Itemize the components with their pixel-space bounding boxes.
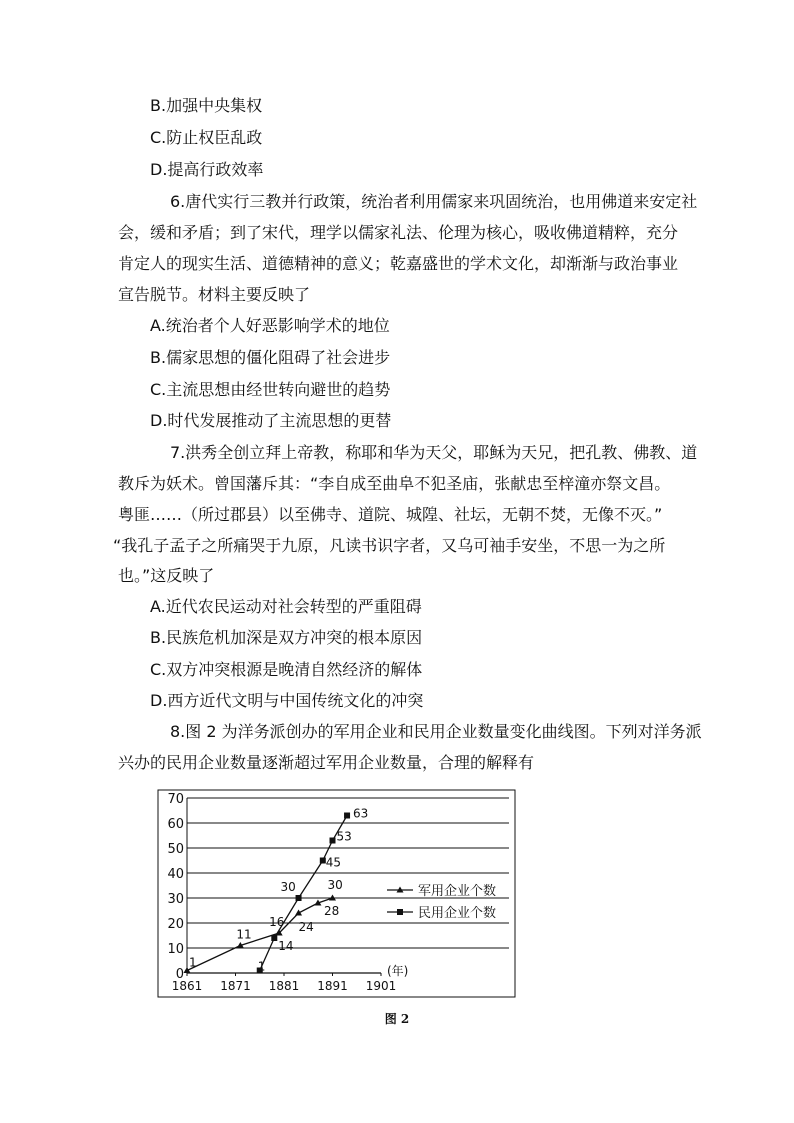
series-0-data-label-0: 1	[189, 955, 197, 970]
y-tick-label-60: 60	[167, 817, 184, 832]
legend-marker-1	[397, 909, 403, 915]
q7-line-3: 粤匪……（所过郡县）以至佛寺、道院、城隍、社坛，无朝不焚，无像不灭。”	[118, 505, 663, 524]
option-b-prev: B.加强中央集权	[150, 96, 263, 115]
chart-svg	[156, 788, 518, 1000]
q7-line-4: “我孔子孟子之所痛哭于九原，凡读书识字者，又乌可袖手安坐，不思一为之所	[113, 536, 666, 555]
option-d-prev: D.提高行政效率	[150, 160, 264, 179]
x-axis-unit-label: (年)	[387, 964, 409, 978]
q6-line-1: 6.唐代实行三教并行政策，统治者利用儒家来巩固统治，也用佛道来安定社	[170, 192, 698, 211]
option-c-prev: C.防止权臣乱政	[150, 128, 263, 147]
q8-line-2: 兴办的民用企业数量逐渐超过军用企业数量，合理的解释有	[118, 753, 535, 772]
q6-option-a: A.统治者个人好恶影响学术的地位	[150, 316, 390, 335]
x-tick-label-1901: 1901	[365, 979, 397, 993]
series-1-data-label-3: 45	[325, 855, 342, 870]
enterprise-count-chart	[156, 788, 518, 1000]
series-0-data-label-5: 30	[327, 878, 343, 892]
q6-option-c: C.主流思想由经世转向避世的趋势	[150, 380, 391, 399]
q6-option-b: B.儒家思想的僵化阻碍了社会进步	[150, 348, 391, 367]
series-1-point-5	[344, 813, 350, 819]
q7-line-1: 7.洪秀全创立拜上帝教，称耶和华为天父，耶稣为天兄，把孔教、佛教、道	[170, 443, 698, 462]
y-tick-label-50: 50	[167, 842, 184, 857]
figure-caption: 图 2	[384, 1012, 410, 1026]
series-1-point-1	[271, 935, 277, 941]
q7-option-b: B.民族危机加深是双方冲突的根本原因	[150, 628, 423, 647]
q6-line-2: 会，缓和矛盾；到了宋代，理学以儒家礼法、伦理为核心，吸收佛道精粹，充分	[118, 223, 679, 242]
series-0-data-label-2: 16	[269, 915, 285, 929]
q7-option-c: C.双方冲突根源是晚清自然经济的解体	[150, 660, 423, 679]
q6-line-4: 宣告脱节。材料主要反映了	[118, 285, 311, 304]
series-1-data-label-4: 53	[336, 829, 352, 844]
y-tick-label-40: 40	[167, 867, 184, 882]
series-1-point-2	[296, 895, 302, 901]
x-tick-label-1891: 1891	[317, 979, 348, 993]
series-0-data-label-4: 28	[323, 904, 340, 918]
series-1-data-label-0: 1	[257, 959, 266, 974]
legend-label-0: 军用企业个数	[418, 884, 497, 899]
q6-option-d: D.时代发展推动了主流思想的更替	[150, 411, 392, 430]
x-tick-label-1871: 1871	[220, 979, 251, 993]
y-tick-label-70: 70	[167, 792, 184, 807]
y-tick-label-20: 20	[167, 917, 184, 932]
series-0-data-label-1: 11	[236, 927, 252, 942]
q8-line-1: 8.图 2 为洋务派创办的军用企业和民用企业数量变化曲线图。下列对洋务派	[170, 722, 702, 741]
y-tick-label-10: 10	[167, 942, 184, 957]
legend-label-1: 民用企业个数	[418, 906, 497, 921]
series-0-point-3	[295, 910, 302, 916]
q7-line-5: 也。”这反映了	[118, 566, 215, 585]
y-tick-label-0: 0	[175, 967, 184, 982]
x-tick-label-1861: 1861	[171, 979, 203, 993]
series-1-data-label-2: 30	[280, 880, 296, 894]
q7-option-a: A.近代农民运动对社会转型的严重阻碍	[150, 597, 422, 616]
series-0-data-label-3: 24	[298, 920, 314, 934]
series-1-point-4	[330, 838, 336, 844]
x-tick-label-1881: 1881	[268, 979, 300, 993]
y-tick-label-30: 30	[167, 892, 184, 907]
q6-line-3: 肯定人的现实生活、道德精神的意义；乾嘉盛世的学术文化，却渐渐与政治事业	[118, 254, 679, 273]
series-1-data-label-1: 14	[278, 939, 294, 953]
series-1-data-label-5: 63	[353, 806, 369, 821]
q7-line-2: 教斥为妖术。曾国藩斥其：“李自成至曲阜不犯圣庙，张献忠至梓潼亦祭文昌。	[118, 474, 671, 493]
q7-option-d: D.西方近代文明与中国传统文化的冲突	[150, 691, 424, 710]
